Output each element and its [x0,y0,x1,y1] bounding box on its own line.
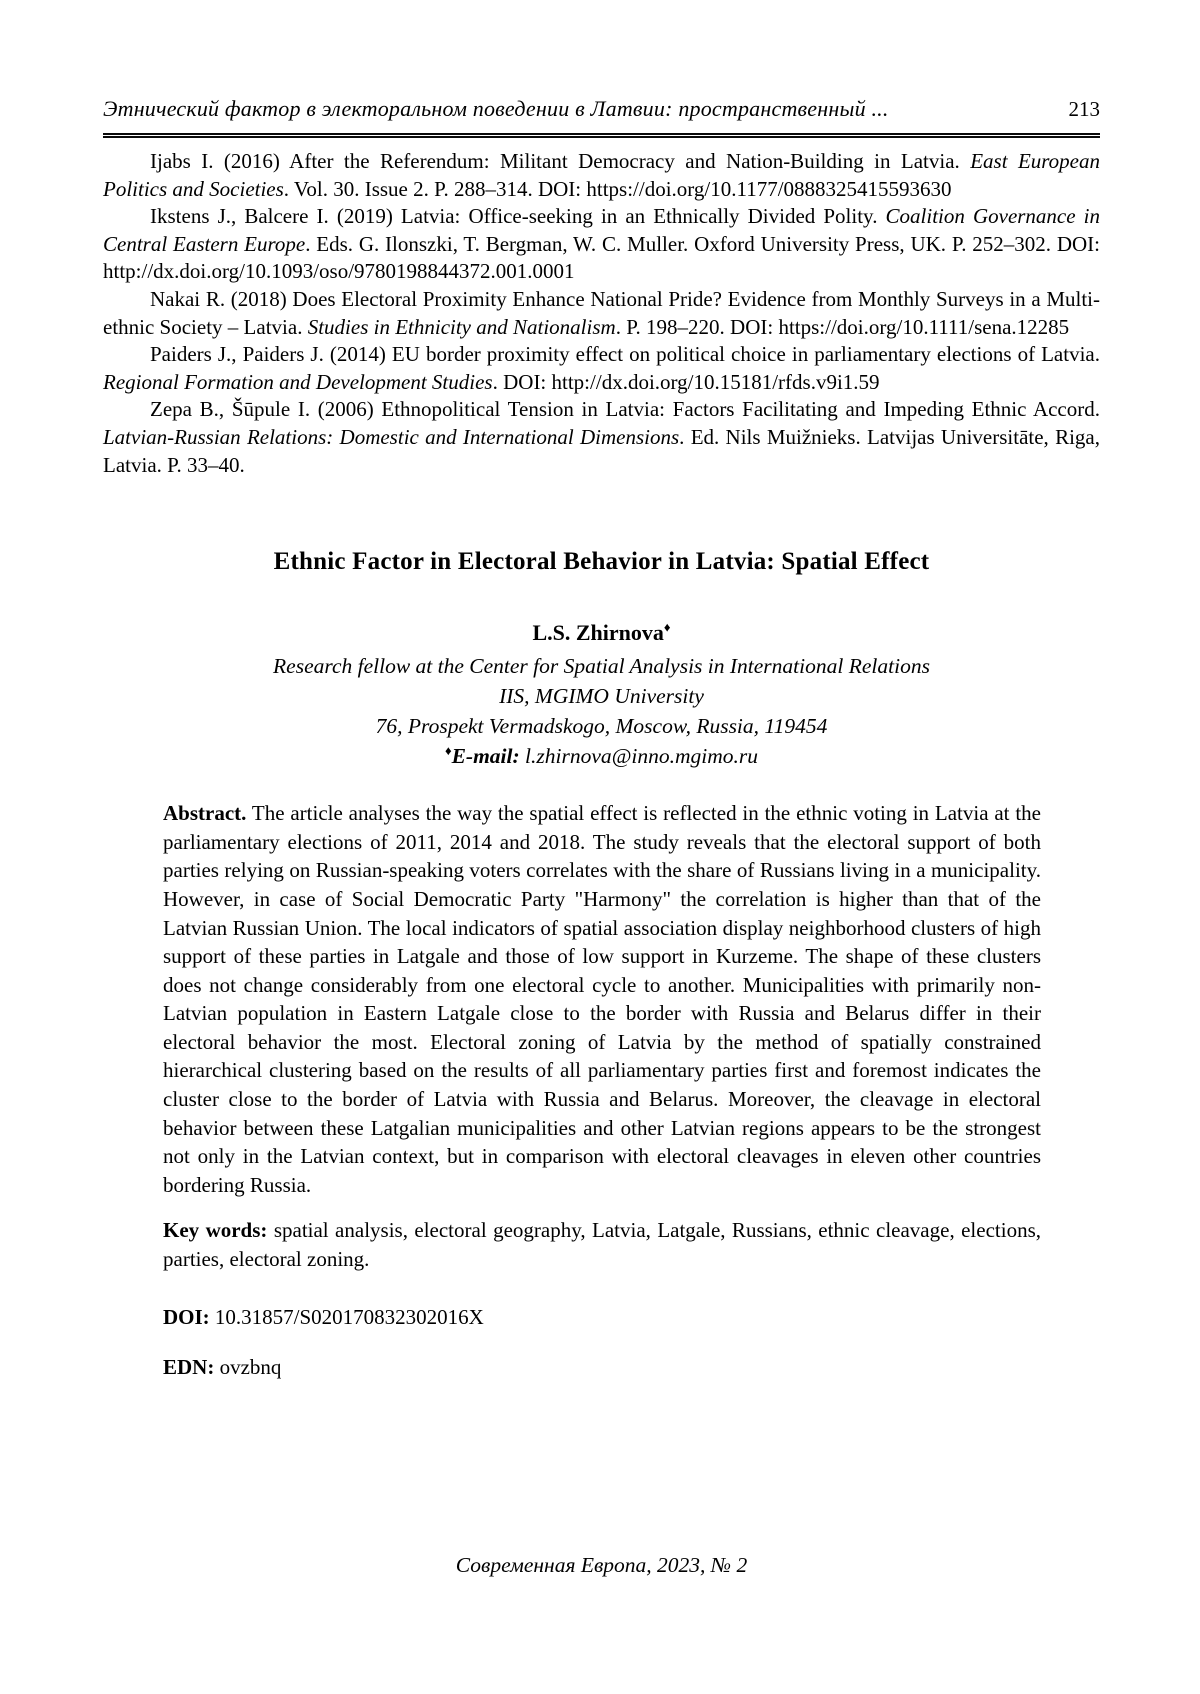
reference-source: Latvian-Russian Relations: Domestic and International Dimensions [103,424,680,449]
edn-label: EDN: [163,1354,215,1379]
reference-source: East European Politics and Societies [103,149,1100,201]
reference-text: Zepa B., Šūpule I. (2006) Ethnopolitical Tension in Latvia: Factors Facilitating and Impeding Ethnic Accord. [150,397,1100,422]
reference-text: . Vol. 30. Issue 2. P. 288–314. DOI: https://doi.org/10.1177/0888325415593630 [283,176,952,201]
reference-text: . Ed. Nils Muižnieks. Latvijas Universitāte, Riga, Latvia. P. 33–40. [103,424,1100,477]
reference-text: Ikstens J., Balcere I. (2019) Latvia: Office-seeking in an Ethnically Divided Polity. [150,204,886,229]
email-line [103,741,1100,771]
keywords-text: spatial analysis, electoral geography, Latvia, Latgale, Russians, ethnic cleavage, elections, parties, electoral zoning. [163,1218,1041,1272]
reference-text: . DOI: http://dx.doi.org/10.15181/rfds.v9i1.59 [492,369,880,394]
affiliation-line: 76, Prospekt Vermadskogo, Moscow, Russia, 119454 [375,714,828,739]
reference-entry [103,148,1100,203]
email-label: E-mail: [451,744,520,769]
abstract [163,799,1041,1199]
email-address: l.zhirnova@inno.mgimo.ru [525,744,759,769]
reference-entry [103,286,1100,341]
running-title: Этнический фактор в электоральном поведении в Латвии: пространственный ... [103,96,889,121]
keywords-label: Key words: [163,1218,268,1243]
reference-text: Paiders J., Paiders J. (2014) EU border proximity effect on political choice in parliamentary elections of Latvia. [150,342,1100,367]
abstract-label: Abstract. [163,801,247,826]
keywords [163,1216,1041,1273]
doi-line [163,1303,1041,1331]
author-line [103,619,1100,647]
reference-text: . Eds. G. Ilonszki, T. Bergman, W. C. Muller. Oxford University Press, UK. P. 252–302. DOI: http://dx.doi.org/10.1093/oso/9780198844372.001.0001 [103,231,1101,284]
header-rule [103,133,1100,138]
reference-text: Ijabs I. (2016) After the Referendum: Militant Democracy and Nation-Building in Latvia. [150,149,971,173]
article-title: Ethnic Factor in Electoral Behavior in Latvia: Spatial Effect [273,548,930,576]
running-head [103,96,1100,122]
doi-label: DOI: [163,1304,210,1329]
reference-source: Studies in Ethnicity and Nationalism [307,314,616,339]
reference-text: Nakai R. (2018) Does Electoral Proximity Enhance National Pride? Evidence from Monthly Surveys in a Multi-ethnic Society – Latvia. [103,286,1100,339]
edn-value: ovzbnq [219,1354,282,1379]
doi-value: 10.31857/S020170832302016X [214,1304,484,1329]
edn-line [163,1353,1041,1381]
affiliation-line: IIS, MGIMO University [499,684,704,709]
references-section [103,148,1100,479]
email-footnote-mark: ♦ [444,742,452,758]
reference-entry [103,396,1100,479]
author-name: L.S. Zhirnova [532,620,664,646]
abstract-column [163,799,1041,1381]
reference-text: . P. 198–220. DOI: https://doi.org/10.1111/sena.12285 [615,314,1070,339]
reference-entry [103,341,1100,396]
affiliation-line: Research fellow at the Center for Spatial Analysis in International Relations [273,654,930,679]
reference-source: Coalition Governance in Central Eastern Europe [103,204,1100,256]
affiliation-block [103,651,1100,741]
journal-footer: Современная Европа, 2023, № 2 [455,1553,748,1577]
reference-source: Regional Formation and Development Studies [103,369,493,394]
page-number: 213 [1068,97,1100,121]
reference-entry [103,203,1100,286]
author-footnote-mark: ♦ [663,619,671,635]
abstract-text: The article analyses the way the spatial effect is reflected in the ethnic voting in Latvia at the parliamentary elections of 2011, 2014 and 2018. The study reveals that the electoral support of both parties relying on Russian-speaking voters correlates with the share of Russians living in a municipality. However, in case of Social Democratic Party "Harmony" the correlation is higher than that of the Latvian Russian Union. The local indicators of spatial association display neighborhood clusters of high support of these parties in Latgale and those of low support in Kurzeme. The shape of these clusters does not change considerably from one electoral cycle to another. Municipalities with primarily non-Latvian population in Eastern Latgale close to the border with Russia and Belarus differ in their electoral behavior the most. Electoral zoning of Latvia by the method of spatially constrained hierarchical clustering based on the results of all parliamentary parties first and foremost indicates the cluster close to the border of Latvia with Russia and Belarus. Moreover, the cleavage in electoral behavior between these Latgalian municipalities and other Latvian regions appears to be the strongest not only in the Latvian context, but in comparison with electoral cleavages in eleven other countries bordering Russia. [163,801,1042,1197]
